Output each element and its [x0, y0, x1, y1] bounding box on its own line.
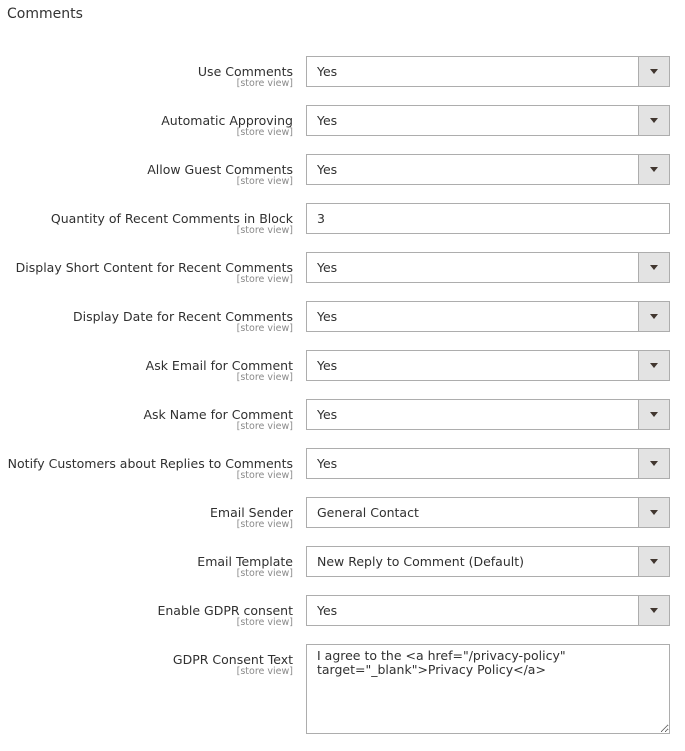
- chevron-down-icon: [650, 167, 658, 172]
- dropdown-button[interactable]: [638, 596, 669, 625]
- field-label: Use Comments: [197, 64, 293, 79]
- select-value: Yes: [317, 358, 338, 373]
- field-row-notify-customers: [0, 456, 685, 488]
- chevron-down-icon: [650, 118, 658, 123]
- gdpr-consent-text-textarea[interactable]: [306, 644, 670, 734]
- select-value: Yes: [317, 407, 338, 422]
- ask-email-select[interactable]: [306, 350, 670, 381]
- field-label-group: [157, 603, 293, 628]
- scope-label: [store view]: [236, 127, 293, 138]
- use-comments-select[interactable]: [306, 56, 670, 87]
- dropdown-button[interactable]: [638, 498, 669, 527]
- field-label-group: [198, 64, 293, 89]
- select-value: Yes: [317, 162, 338, 177]
- dropdown-button[interactable]: [638, 57, 669, 86]
- field-label-group: [210, 505, 293, 530]
- scope-label: [store view]: [236, 176, 293, 187]
- dropdown-button[interactable]: [638, 253, 669, 282]
- field-row-gdpr-consent-text: [0, 652, 685, 684]
- enable-gdpr-select[interactable]: [306, 595, 670, 626]
- select-value: New Reply to Comment (Default): [317, 554, 524, 569]
- field-label-group: [146, 358, 293, 383]
- field-label-group: [51, 211, 293, 236]
- scope-label: [store view]: [236, 372, 293, 383]
- field-label: Ask Name for Comment: [143, 407, 293, 422]
- field-label: Display Date for Recent Comments: [73, 309, 293, 324]
- dropdown-button[interactable]: [638, 106, 669, 135]
- dropdown-button[interactable]: [638, 449, 669, 478]
- scope-label: [store view]: [236, 78, 293, 89]
- field-row-use-comments: [0, 64, 685, 96]
- chevron-down-icon: [650, 265, 658, 270]
- select-value: Yes: [317, 456, 338, 471]
- section-title: Comments: [7, 6, 83, 22]
- dropdown-button[interactable]: [638, 302, 669, 331]
- automatic-approving-select[interactable]: [306, 105, 670, 136]
- chevron-down-icon: [650, 314, 658, 319]
- field-row-ask-email: [0, 358, 685, 390]
- field-row-automatic-approving: [0, 113, 685, 145]
- field-label-group: [8, 456, 293, 481]
- dropdown-button[interactable]: [638, 351, 669, 380]
- field-label: Allow Guest Comments: [147, 162, 293, 177]
- scope-label: [store view]: [236, 323, 293, 334]
- scope-label: [store view]: [236, 666, 293, 677]
- field-label-group: [143, 407, 293, 432]
- field-row-ask-name: [0, 407, 685, 439]
- allow-guest-comments-select[interactable]: [306, 154, 670, 185]
- select-value: Yes: [317, 113, 338, 128]
- notify-customers-select[interactable]: [306, 448, 670, 479]
- chevron-down-icon: [650, 510, 658, 515]
- scope-label: [store view]: [236, 519, 293, 530]
- field-row-enable-gdpr: [0, 603, 685, 635]
- field-label: Email Template: [197, 554, 293, 569]
- field-label: GDPR Consent Text: [172, 652, 293, 667]
- field-label-group: [161, 113, 293, 138]
- scope-label: [store view]: [236, 568, 293, 579]
- field-label-group: [16, 260, 293, 285]
- chevron-down-icon: [650, 69, 658, 74]
- field-label: Quantity of Recent Comments in Block: [50, 211, 293, 226]
- field-row-allow-guest-comments: [0, 162, 685, 194]
- field-label-group: [197, 554, 293, 579]
- field-label: Display Short Content for Recent Comments: [15, 260, 293, 275]
- field-label: Enable GDPR consent: [157, 603, 293, 618]
- dropdown-button[interactable]: [638, 400, 669, 429]
- email-template-select[interactable]: [306, 546, 670, 577]
- scope-label: [store view]: [236, 617, 293, 628]
- field-row-email-sender: [0, 505, 685, 537]
- select-value: Yes: [317, 260, 338, 275]
- field-label-group: [73, 309, 293, 334]
- dropdown-button[interactable]: [638, 155, 669, 184]
- quantity-recent-comments-input[interactable]: [306, 203, 670, 234]
- select-value: General Contact: [317, 505, 419, 520]
- scope-label: [store view]: [236, 421, 293, 432]
- scope-label: [store view]: [236, 225, 293, 236]
- field-label: Automatic Approving: [161, 113, 293, 128]
- chevron-down-icon: [650, 559, 658, 564]
- chevron-down-icon: [650, 412, 658, 417]
- field-row-email-template: [0, 554, 685, 586]
- chevron-down-icon: [650, 608, 658, 613]
- scope-label: [store view]: [236, 274, 293, 285]
- field-row-quantity-recent-comments: [0, 211, 685, 243]
- chevron-down-icon: [650, 363, 658, 368]
- field-label: Ask Email for Comment: [145, 358, 293, 373]
- field-label: Email Sender: [210, 505, 293, 520]
- chevron-down-icon: [650, 461, 658, 466]
- scope-label: [store view]: [236, 470, 293, 481]
- field-row-display-short-content: [0, 260, 685, 292]
- field-label: Notify Customers about Replies to Comments: [7, 456, 293, 471]
- field-label-group: [147, 162, 293, 187]
- select-value: Yes: [317, 603, 338, 618]
- select-value: Yes: [317, 64, 338, 79]
- select-value: Yes: [317, 309, 338, 324]
- field-row-display-date: [0, 309, 685, 341]
- display-date-select[interactable]: [306, 301, 670, 332]
- dropdown-button[interactable]: [638, 547, 669, 576]
- ask-name-select[interactable]: [306, 399, 670, 430]
- display-short-content-select[interactable]: [306, 252, 670, 283]
- email-sender-select[interactable]: [306, 497, 670, 528]
- field-label-group: [173, 652, 293, 677]
